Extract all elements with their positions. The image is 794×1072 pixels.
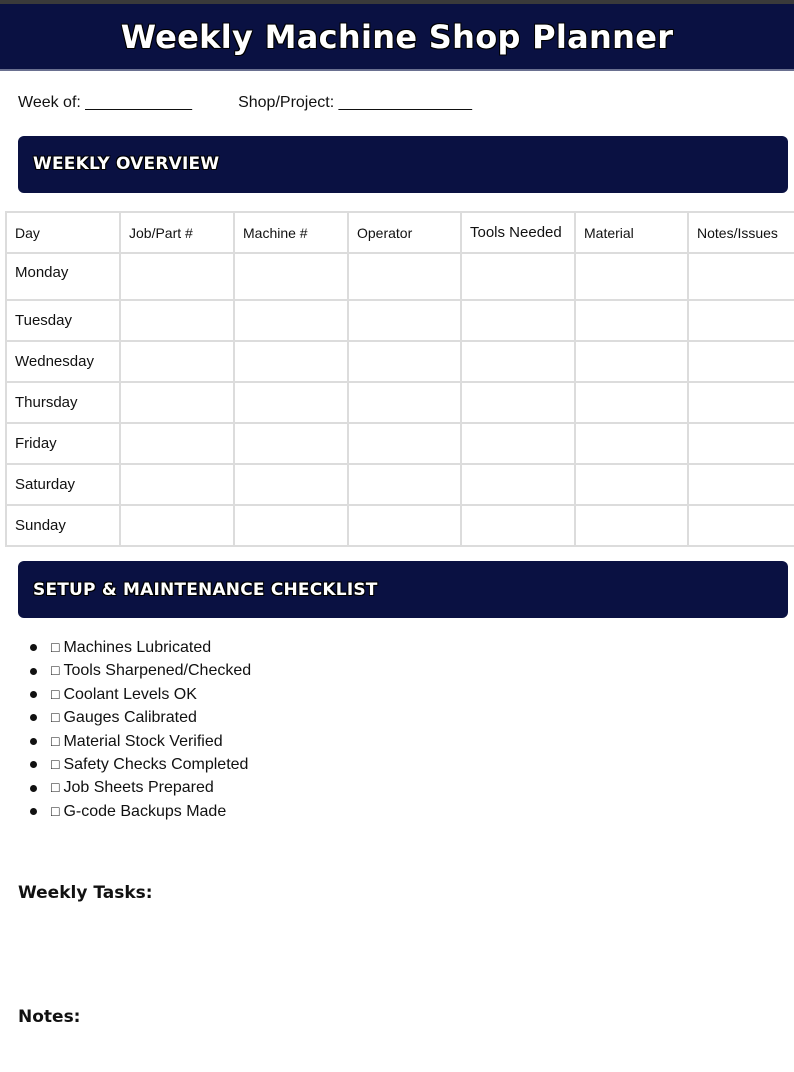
- table-cell[interactable]: [575, 464, 688, 505]
- day-cell-sunday: Sunday: [6, 505, 120, 546]
- table-cell[interactable]: [234, 464, 348, 505]
- column-header-notes-issues: Notes/Issues: [688, 212, 794, 253]
- table-cell[interactable]: [348, 464, 461, 505]
- column-header-day: Day: [6, 212, 120, 253]
- bullet-icon: [30, 691, 37, 698]
- title-divider: [0, 69, 794, 71]
- table-cell[interactable]: [234, 382, 348, 423]
- page-title: Weekly Machine Shop Planner: [120, 17, 674, 56]
- checkbox-icon[interactable]: □: [51, 732, 60, 749]
- day-cell-saturday: Saturday: [6, 464, 120, 505]
- shop-project-field[interactable]: Shop/Project: _______________: [238, 94, 473, 111]
- checklist-item[interactable]: [30, 800, 251, 823]
- table-cell[interactable]: [348, 341, 461, 382]
- table-cell[interactable]: [234, 253, 348, 300]
- day-cell-wednesday: Wednesday: [6, 341, 120, 382]
- table-cell[interactable]: [688, 464, 794, 505]
- table-row: [6, 253, 794, 300]
- table-cell[interactable]: [348, 300, 461, 341]
- checklist-item[interactable]: [30, 753, 251, 776]
- bullet-icon: [30, 644, 37, 651]
- table-cell[interactable]: [575, 423, 688, 464]
- table-cell[interactable]: [461, 464, 575, 505]
- table-cell[interactable]: [688, 253, 794, 300]
- checkbox-icon[interactable]: □: [51, 662, 60, 679]
- checklist-item-label: Material Stock Verified: [63, 732, 223, 750]
- table-cell[interactable]: [348, 423, 461, 464]
- table-cell[interactable]: [575, 341, 688, 382]
- checklist-item-label: Machines Lubricated: [63, 639, 212, 656]
- table-row: [6, 464, 794, 505]
- table-cell[interactable]: [575, 300, 688, 341]
- table-cell[interactable]: [120, 505, 234, 546]
- table-row: [6, 423, 794, 464]
- bullet-icon: [30, 738, 37, 745]
- table-cell[interactable]: [575, 505, 688, 546]
- table-cell[interactable]: [234, 505, 348, 546]
- table-cell[interactable]: [234, 341, 348, 382]
- day-cell-thursday: Thursday: [6, 382, 120, 423]
- table-cell[interactable]: [348, 505, 461, 546]
- table-cell[interactable]: [688, 341, 794, 382]
- table-cell[interactable]: [688, 505, 794, 546]
- checklist-item[interactable]: [30, 776, 251, 799]
- table-cell[interactable]: [234, 423, 348, 464]
- table-cell[interactable]: [461, 300, 575, 341]
- checklist-item[interactable]: [30, 683, 251, 706]
- checklist-item-label: Coolant Levels OK: [63, 685, 197, 703]
- table-cell[interactable]: [461, 423, 575, 464]
- column-header-material: Material: [575, 212, 688, 253]
- checklist-item[interactable]: [30, 730, 251, 753]
- weekly-overview-banner: [18, 136, 788, 193]
- bullet-icon: [30, 761, 37, 768]
- bullet-icon: [30, 668, 37, 675]
- table-row: [6, 341, 794, 382]
- weekly-tasks-heading: Weekly Tasks:: [18, 883, 153, 903]
- bullet-icon: [30, 785, 37, 792]
- checkbox-icon[interactable]: □: [51, 802, 60, 819]
- table-row: [6, 300, 794, 341]
- column-header-job-part: Job/Part #: [120, 212, 234, 253]
- table-cell[interactable]: [688, 300, 794, 341]
- checkbox-icon[interactable]: □: [51, 756, 60, 773]
- table-cell[interactable]: [461, 505, 575, 546]
- table-cell[interactable]: [120, 253, 234, 300]
- checklist-item-label: Safety Checks Completed: [63, 756, 249, 774]
- column-header-operator: Operator: [348, 212, 461, 253]
- table-cell[interactable]: [461, 382, 575, 423]
- table-cell[interactable]: [234, 300, 348, 341]
- checklist-item[interactable]: [30, 636, 251, 659]
- table-cell[interactable]: [575, 253, 688, 300]
- checklist-item[interactable]: [30, 706, 251, 729]
- week-of-field[interactable]: Week of: ____________: [18, 94, 193, 111]
- weekly-overview-heading: WEEKLY OVERVIEW: [33, 153, 220, 174]
- column-header-machine: Machine #: [234, 212, 348, 253]
- notes-heading: Notes:: [18, 1007, 81, 1027]
- table-cell[interactable]: [120, 423, 234, 464]
- maintenance-checklist: [30, 636, 251, 823]
- checkbox-icon[interactable]: □: [51, 685, 60, 702]
- table-cell[interactable]: [461, 341, 575, 382]
- bullet-icon: [30, 808, 37, 815]
- day-cell-monday: Monday: [6, 253, 120, 300]
- table-cell[interactable]: [575, 382, 688, 423]
- table-row: [6, 505, 794, 546]
- day-cell-tuesday: Tuesday: [6, 300, 120, 341]
- checklist-banner: [18, 561, 788, 618]
- table-cell[interactable]: [688, 423, 794, 464]
- checklist-item[interactable]: [30, 659, 251, 682]
- table-header-row: [6, 212, 794, 253]
- table-cell[interactable]: [348, 253, 461, 300]
- bullet-icon: [30, 714, 37, 721]
- table-cell[interactable]: [688, 382, 794, 423]
- column-header-tools-needed: Tools Needed: [461, 212, 575, 253]
- table-cell[interactable]: [120, 382, 234, 423]
- checklist-item-label: Gauges Calibrated: [63, 709, 197, 727]
- table-cell[interactable]: [461, 253, 575, 300]
- day-cell-friday: Friday: [6, 423, 120, 464]
- table-cell[interactable]: [120, 300, 234, 341]
- checklist-item-label: Tools Sharpened/Checked: [63, 662, 252, 680]
- table-cell[interactable]: [348, 382, 461, 423]
- table-cell[interactable]: [120, 464, 234, 505]
- title-banner: [0, 4, 794, 69]
- table-row: [6, 382, 794, 423]
- table-cell[interactable]: [120, 341, 234, 382]
- weekly-overview-table: [5, 211, 794, 547]
- checkbox-icon[interactable]: □: [51, 709, 60, 726]
- checklist-item-label: G-code Backups Made: [63, 802, 227, 820]
- checkbox-icon[interactable]: □: [51, 779, 60, 796]
- checkbox-icon[interactable]: □: [51, 639, 60, 655]
- meta-row: [18, 94, 472, 112]
- checklist-item-label: Job Sheets Prepared: [63, 779, 214, 797]
- checklist-heading: SETUP & MAINTENANCE CHECKLIST: [33, 579, 378, 600]
